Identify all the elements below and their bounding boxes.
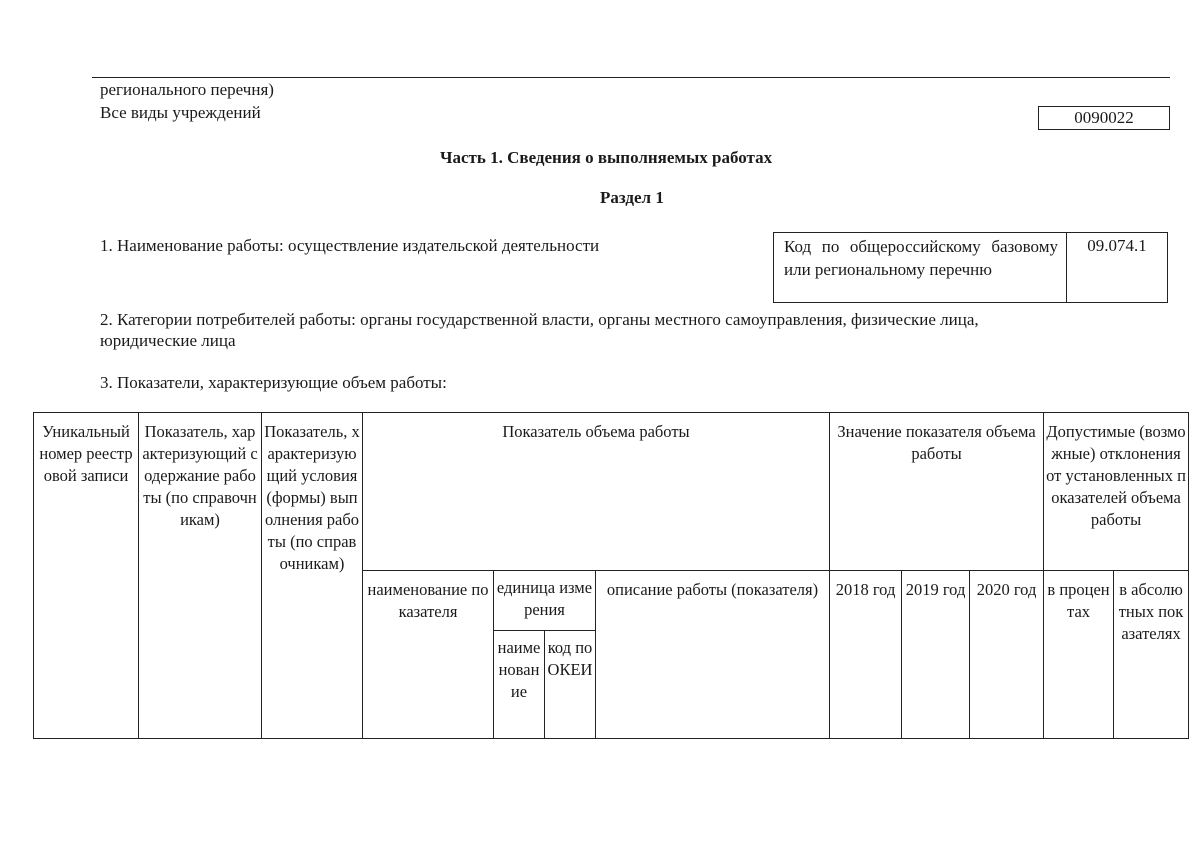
- header-unique-number: Уникальный номер реестровой записи: [34, 413, 139, 739]
- base-list-code-box: [773, 232, 1168, 303]
- base-list-code-label: Код по общероссийскому базовому или региональному перечню: [774, 233, 1067, 302]
- part-title: Часть 1. Сведения о выполняемых работах: [440, 148, 773, 167]
- subheader-unit-name: наименование: [494, 631, 545, 739]
- header-indicator-value: Значение показателя объема работы: [830, 413, 1044, 571]
- base-list-code-value: 09.074.1: [1087, 236, 1147, 255]
- header-deviation: Допустимые (возможные) отклонения от установленных показателей объема работы: [1044, 413, 1189, 571]
- volume-indicators-heading: 3. Показатели, характеризующие объем работы:: [100, 373, 447, 392]
- institution-code-box: 0090022: [1038, 106, 1170, 130]
- subheader-deviation-percent: в процентах: [1044, 571, 1114, 739]
- header-line-2: Все виды учреждений: [100, 103, 261, 122]
- subheader-year-2020: 2020 год: [970, 571, 1044, 739]
- header-content-indicator: Показатель, характеризующий содержание работы (по справочникам): [139, 413, 262, 739]
- work-name: 1. Наименование работы: осуществление издательской деятельности: [100, 236, 600, 255]
- subheader-indicator-name: наименование показателя: [363, 571, 494, 739]
- consumer-categories-line-1: 2. Категории потребителей работы: органы государственной власти, органы местного самоуправления, физические лица,: [100, 310, 979, 329]
- header-volume-indicator: Показатель объема работы: [363, 413, 830, 571]
- header-line-1: регионального перечня): [100, 80, 274, 99]
- volume-indicators-table: [33, 412, 1189, 739]
- consumer-categories-line-2: юридические лица: [100, 331, 236, 350]
- header-conditions-indicator: Показатель, характеризующий условия (формы) выполнения работы (по справочникам): [262, 413, 363, 739]
- section-title: Раздел 1: [600, 188, 664, 207]
- subheader-year-2019: 2019 год: [902, 571, 970, 739]
- top-rule: [92, 77, 1170, 78]
- consumer-categories: [100, 309, 1160, 351]
- subheader-unit-okei-code: код по ОКЕИ: [545, 631, 596, 739]
- subheader-year-2018: 2018 год: [830, 571, 902, 739]
- subheader-deviation-absolute: в абсолютных показателях: [1114, 571, 1189, 739]
- subheader-work-description: описание работы (показателя): [596, 571, 830, 739]
- subheader-unit: единица измерения: [494, 571, 596, 631]
